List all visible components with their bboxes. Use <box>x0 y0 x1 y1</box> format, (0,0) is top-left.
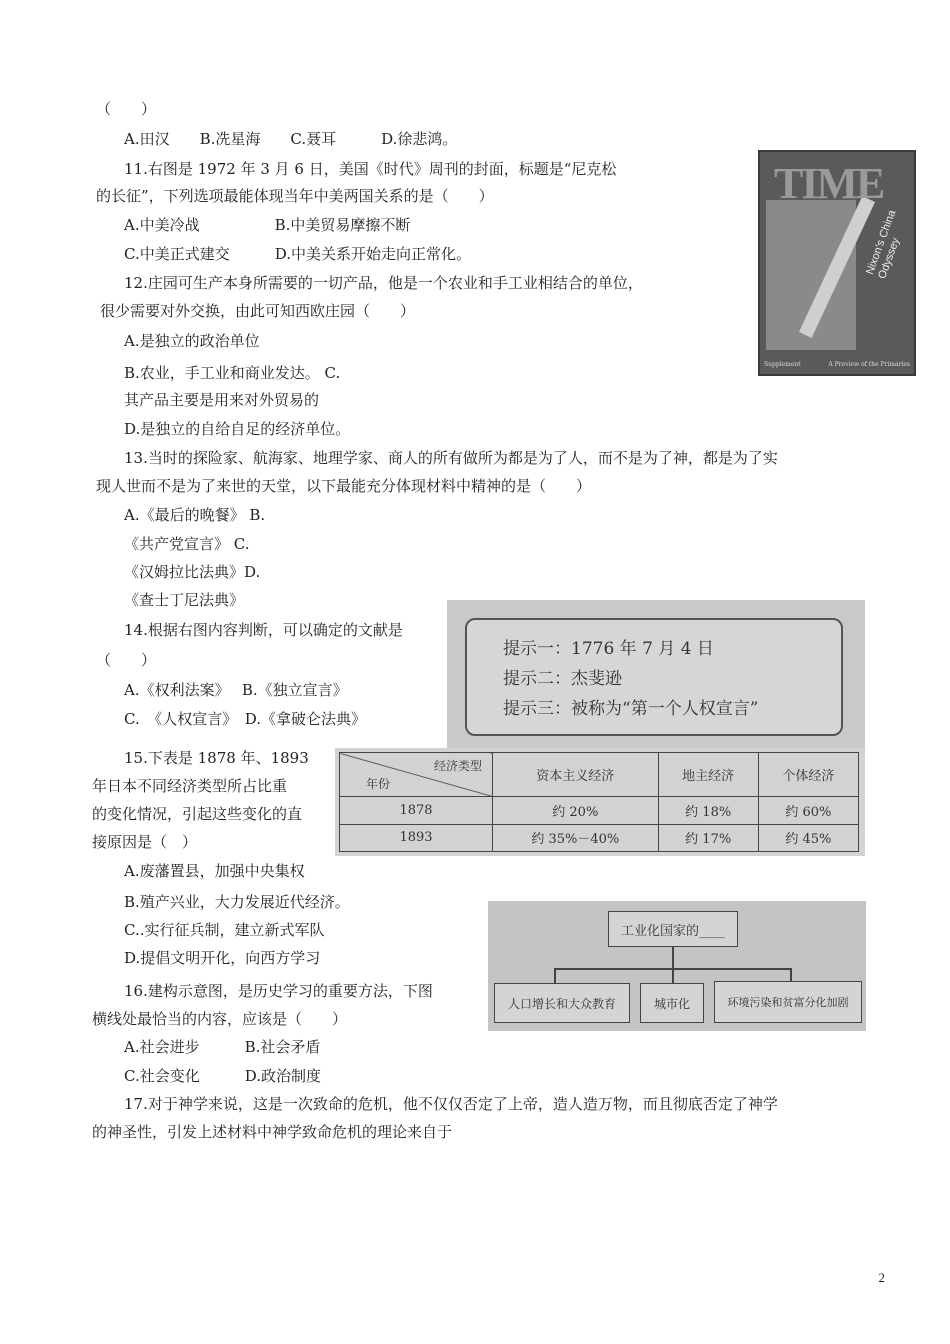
q14-options-cd: C. 《人权宣言》 D.《拿破仑法典》 <box>124 710 366 728</box>
diagram-connector <box>554 968 556 983</box>
answer-paren: （ ） <box>96 100 157 118</box>
time-logo: TIME <box>774 159 884 208</box>
q15-option-c: C..实行征兵制，建立新式军队 <box>124 921 325 939</box>
row-year: 1893 <box>340 824 493 852</box>
q12-option-c: 其产品主要是用来对外贸易的 <box>124 391 320 409</box>
cover-footer-right: A Preview of the Primaries <box>828 361 910 368</box>
q10-options: A.田汉 B.冼星海 C.聂耳 D.徐悲鸿。 <box>124 130 458 148</box>
header-landlord: 地主经济 <box>658 753 758 797</box>
q13-option-c: 《汉姆拉比法典》D. <box>124 563 261 581</box>
q15-stem-3: 的变化情况，引起这些变化的直 <box>92 805 303 823</box>
q11-stem-1: 11.右图是 1972 年 3 月 6 日，美国《时代》周刊的封面，标题是“尼克松 <box>124 160 617 178</box>
q14-options-ab: A.《权利法案》 B.《独立宣言》 <box>124 681 348 699</box>
q12-option-d: D.是独立的自给自足的经济单位。 <box>124 420 351 438</box>
diagram-connector <box>672 946 674 968</box>
corner-bottom-label: 年份 <box>366 777 391 791</box>
q11-options-ab: A.中美冷战 B.中美贸易摩擦不断 <box>124 216 411 234</box>
table-cell: 约 60% <box>758 797 858 825</box>
q14-stem: 14.根据右图内容判断，可以确定的文献是 <box>124 621 403 639</box>
cover-subtitle: Nixon's China Odyssey <box>864 208 903 281</box>
header-capitalist: 资本主义经济 <box>493 753 659 797</box>
q16-stem-2: 横线处最恰当的内容，应该是（ ） <box>92 1010 348 1028</box>
q14-paren: （ ） <box>96 651 157 669</box>
time-magazine-cover <box>758 150 916 376</box>
q13-option-d: 《查士丁尼法典》 <box>124 591 245 609</box>
q17-stem-1: 17.对于神学来说，这是一次致命的危机，他不仅仅否定了上帝，造人造万物，而且彻底否定了神学 <box>124 1095 778 1113</box>
economy-table-image <box>335 748 865 856</box>
row-year: 1878 <box>340 797 493 825</box>
table-cell: 约 20% <box>493 797 659 825</box>
q11-stem-2: 的长征”，下列选项最能体现当年中美两国关系的是（ ） <box>96 187 494 205</box>
q15-option-d: D.提倡文明开化，向西方学习 <box>124 949 321 967</box>
diagram-box-population: 人口增长和大众教育 <box>494 983 630 1023</box>
q15-option-a: A.废藩置县，加强中央集权 <box>124 862 305 880</box>
q13-stem-2: 现人世而不是为了来世的天堂，以下最能充分体现材料中精神的是（ ） <box>96 477 592 495</box>
hint-3: 提示三：被称为“第一个人权宣言” <box>503 699 759 719</box>
table-cell: 约 45% <box>758 824 858 852</box>
cover-footer-left: Supplement <box>764 361 801 368</box>
diagram-box-environment: 环境污染和贫富分化加剧 <box>714 981 862 1023</box>
economy-table <box>339 752 859 852</box>
table-cell: 约 35%－40% <box>493 824 659 852</box>
q16-options-cd: C.社会变化 D.政治制度 <box>124 1067 321 1085</box>
q11-options-cd: C.中美正式建交 D.中美关系开始走向正常化。 <box>124 245 471 263</box>
diagram-top-box: 工业化国家的____ <box>608 911 738 947</box>
table-corner <box>340 753 493 797</box>
hint-2: 提示二：杰斐逊 <box>503 669 622 689</box>
diagram-connector <box>672 968 674 983</box>
q15-stem-2: 年日本不同经济类型所占比重 <box>92 777 288 795</box>
table-row <box>340 824 859 852</box>
header-individual: 个体经济 <box>758 753 858 797</box>
corner-top-label: 经济类型 <box>433 759 482 773</box>
q15-stem-4: 接原因是（ ） <box>92 833 198 851</box>
q12-stem-1: 12.庄园可生产本身所需要的一切产品，他是一个农业和手工业相结合的单位， <box>124 274 643 292</box>
table-row <box>340 797 859 825</box>
q13-option-b: 《共产党宣言》 C. <box>124 535 250 553</box>
q12-option-b: B.农业，手工业和商业发达。 C. <box>124 364 341 382</box>
table-cell: 约 18% <box>658 797 758 825</box>
page-number: 2 <box>878 1270 885 1285</box>
diagram-box-urbanization: 城市化 <box>640 983 704 1023</box>
cover-footer <box>764 361 910 368</box>
q15-option-b: B.殖产兴业，大力发展近代经济。 <box>124 893 350 911</box>
q16-stem-1: 16.建构示意图，是历史学习的重要方法，下图 <box>124 982 433 1000</box>
hint-1: 提示一：1776 年 7 月 4 日 <box>503 639 714 659</box>
q12-stem-2: 很少需要对外交换，由此可知西欧庄园（ ） <box>100 302 416 320</box>
hint-scroll-image <box>447 600 865 748</box>
q13-stem-1: 13.当时的探险家、航海家、地理学家、商人的所有做所为都是为了人，而不是为了神，都是为了实 <box>124 449 778 467</box>
q17-stem-2: 的神圣性，引发上述材料中神学致命危机的理论来自于 <box>92 1123 453 1141</box>
q15-stem-1: 15.下表是 1878 年、1893 <box>124 749 309 767</box>
table-cell: 约 17% <box>658 824 758 852</box>
q13-option-a: A.《最后的晚餐》 B. <box>124 506 266 524</box>
q12-option-a: A.是独立的政治单位 <box>124 332 260 350</box>
industrialization-diagram <box>488 901 866 1031</box>
q16-options-ab: A.社会进步 B.社会矛盾 <box>124 1038 321 1056</box>
